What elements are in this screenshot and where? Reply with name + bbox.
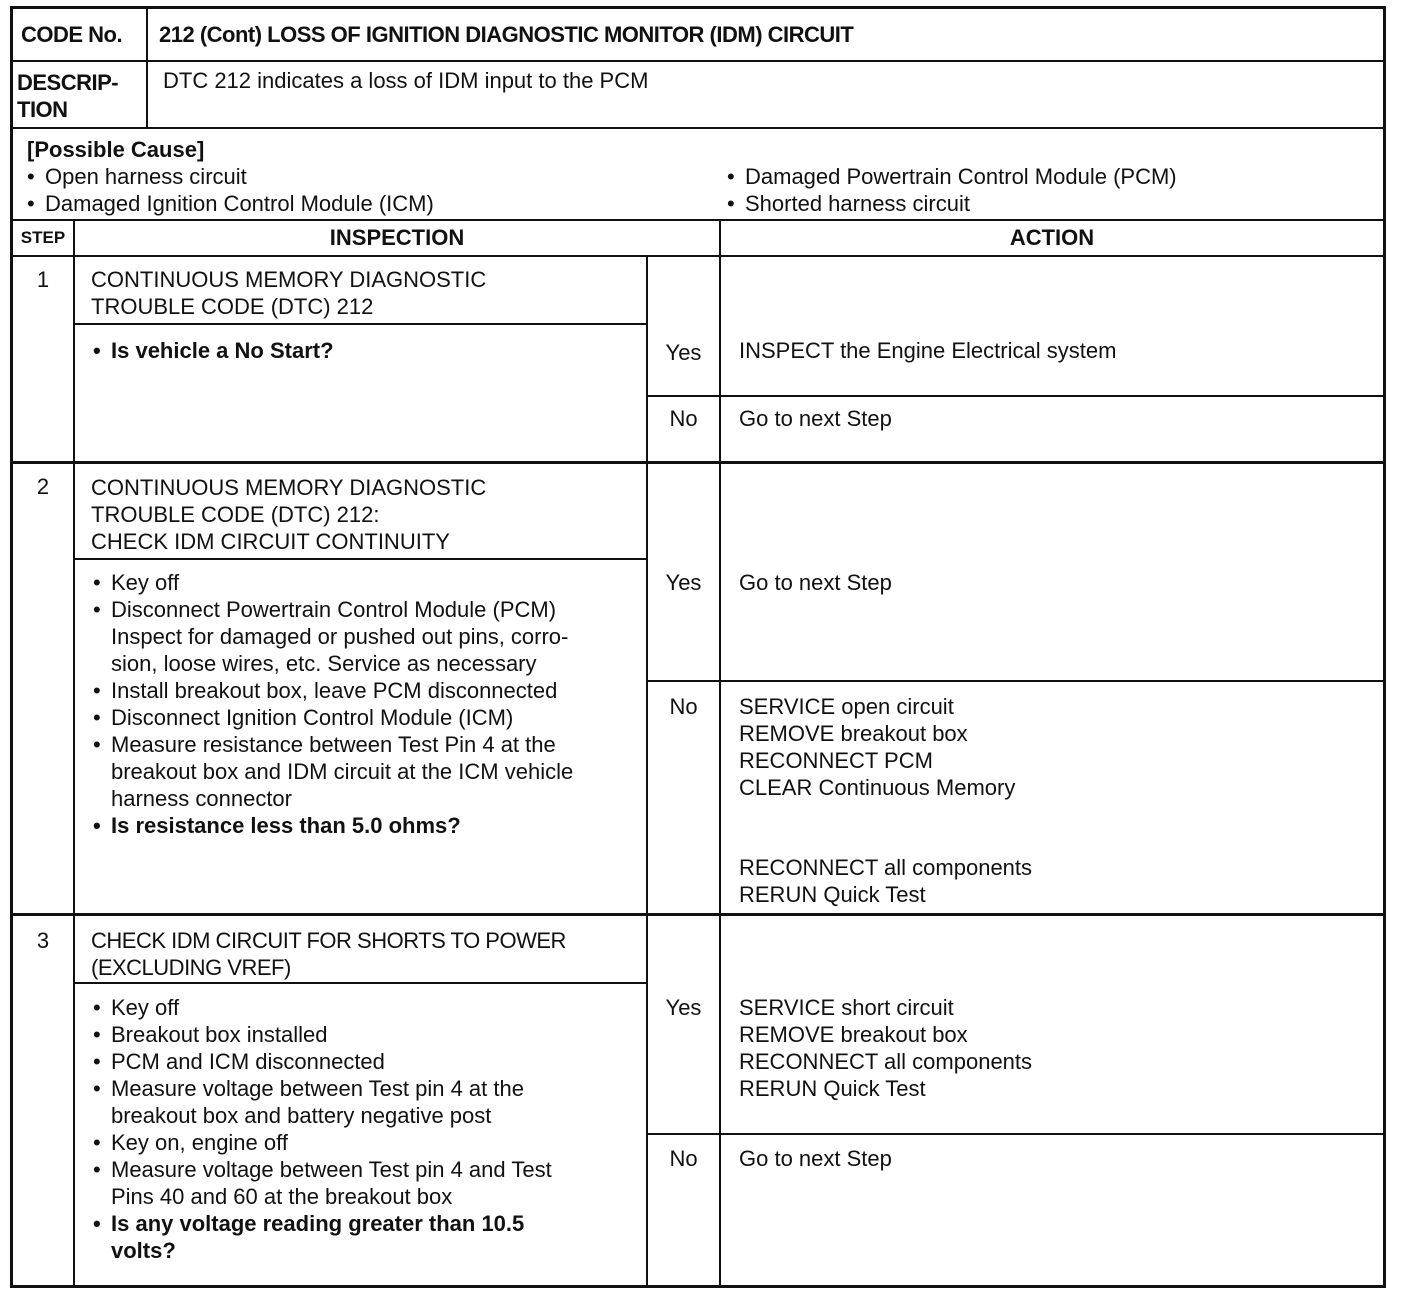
step-2-no-action-line: RERUN Quick Test bbox=[739, 882, 926, 907]
step-2-items bbox=[91, 569, 573, 839]
step-2-item-line: Inspect for damaged or pushed out pins, corro- bbox=[111, 624, 569, 649]
step-2-item-line: harness connector bbox=[111, 786, 292, 811]
step-3-number: 3 bbox=[36, 928, 50, 953]
rule-description bbox=[13, 127, 1383, 129]
step-2-item-line: • Disconnect Ignition Control Module (ICM) bbox=[111, 705, 514, 730]
step-2-item-line: sion, loose wires, etc. Service as necessary bbox=[111, 651, 537, 676]
step-3-item bbox=[91, 994, 552, 1021]
column-header-step: STEP bbox=[20, 228, 66, 247]
step-1-yes-label: Yes bbox=[665, 340, 702, 365]
step-1-items bbox=[91, 337, 334, 364]
step-2-title-line: CHECK IDM CIRCUIT CONTINUITY bbox=[91, 529, 450, 554]
step-2-item bbox=[91, 569, 573, 596]
step-3-item bbox=[91, 1156, 552, 1210]
step-1-question: • Is vehicle a No Start? bbox=[91, 337, 334, 364]
step-1-title bbox=[91, 266, 486, 320]
step-2-yes-action bbox=[739, 569, 892, 596]
step-2-no-action bbox=[739, 693, 1015, 801]
step-3-yes-action-line: SERVICE short circuit bbox=[739, 995, 954, 1020]
possible-cause-item: • Shorted harness circuit bbox=[725, 190, 1177, 217]
possible-cause-heading: [Possible Cause] bbox=[27, 137, 205, 162]
description-label-line-2: TION bbox=[17, 97, 68, 122]
step-2-yes-label: Yes bbox=[665, 570, 702, 595]
code-title: 212 (Cont) LOSS OF IGNITION DIAGNOSTIC MONITOR (IDM) CIRCUIT bbox=[159, 22, 854, 47]
description-text: DTC 212 indicates a loss of IDM input to the PCM bbox=[163, 68, 649, 93]
column-header-inspection: INSPECTION bbox=[329, 225, 465, 250]
rule-header bbox=[13, 60, 1383, 62]
possible-cause-item: • Open harness circuit bbox=[25, 163, 434, 190]
rule-step-1-title bbox=[73, 323, 646, 325]
step-3-title-line: (EXCLUDING VREF) bbox=[91, 955, 291, 980]
possible-cause-item: • Damaged Powertrain Control Module (PCM) bbox=[725, 163, 1177, 190]
step-2-item-line: • Install breakout box, leave PCM disconnected bbox=[111, 678, 558, 703]
step-3-item-line: Pins 40 and 60 at the breakout box bbox=[111, 1184, 453, 1209]
rule-step-3-title bbox=[73, 982, 646, 984]
step-2-title-line: CONTINUOUS MEMORY DIAGNOSTIC bbox=[91, 475, 487, 500]
step-3-item-line: • PCM and ICM disconnected bbox=[111, 1049, 385, 1074]
step-1-no-action-line: Go to next Step bbox=[739, 406, 892, 431]
code-number-label: CODE No. bbox=[21, 22, 123, 47]
step-1-yes-action bbox=[739, 337, 1116, 364]
step-2-no-action-line: SERVICE open circuit bbox=[739, 694, 954, 719]
column-header-action: ACTION bbox=[1009, 225, 1095, 250]
possible-cause-item: • Damaged Ignition Control Module (ICM) bbox=[25, 190, 434, 217]
step-3-question-line: • Is any voltage reading greater than 10.5 bbox=[111, 1211, 525, 1236]
step-2-no-action-line: RECONNECT all components bbox=[739, 855, 1033, 880]
step-3-title-line: CHECK IDM CIRCUIT FOR SHORTS TO POWER bbox=[91, 928, 566, 953]
step-3-yes-action-line: REMOVE breakout box bbox=[739, 1022, 968, 1047]
step-3-question bbox=[91, 1210, 552, 1264]
rule-step-2-yes-no bbox=[646, 680, 1383, 682]
step-1-number: 1 bbox=[36, 267, 50, 292]
step-2-item bbox=[91, 596, 573, 677]
step-2-item bbox=[91, 677, 573, 704]
step-3-item-line: • Key on, engine off bbox=[111, 1130, 288, 1155]
step-1-title-line: TROUBLE CODE (DTC) 212 bbox=[91, 294, 374, 319]
rule-column-headers bbox=[13, 255, 1383, 257]
diagnostic-table bbox=[10, 6, 1386, 1288]
step-2-item-line: • Disconnect Powertrain Control Module (PCM) bbox=[111, 597, 557, 622]
description-label-line-1: DESCRIP- bbox=[17, 70, 119, 95]
step-3-yes-action-line: RECONNECT all components bbox=[739, 1049, 1033, 1074]
rule-step-2-end bbox=[13, 913, 1383, 916]
step-3-item-line: • Measure voltage between Test pin 4 at the bbox=[111, 1076, 524, 1101]
rule-possible-cause bbox=[13, 219, 1383, 221]
step-3-no-label: No bbox=[669, 1146, 698, 1171]
rule-action-column bbox=[719, 219, 721, 1285]
step-3-yes-action bbox=[739, 994, 1032, 1102]
step-3-item bbox=[91, 1048, 552, 1075]
possible-cause-list-right bbox=[725, 163, 1177, 217]
step-2-no-action-line: CLEAR Continuous Memory bbox=[739, 775, 1016, 800]
step-3-item bbox=[91, 1021, 552, 1048]
step-2-question-line: • Is resistance less than 5.0 ohms? bbox=[111, 813, 461, 838]
rule-step-1-end bbox=[13, 461, 1383, 464]
rule-label-column bbox=[146, 9, 148, 127]
step-2-no-action-extra bbox=[739, 854, 1032, 908]
rule-step-column bbox=[73, 219, 75, 1285]
step-2-item bbox=[91, 731, 573, 812]
step-2-title-line: TROUBLE CODE (DTC) 212: bbox=[91, 502, 380, 527]
step-2-no-action-line: REMOVE breakout box bbox=[739, 721, 968, 746]
step-2-item bbox=[91, 704, 573, 731]
step-2-number: 2 bbox=[36, 474, 50, 499]
step-3-item-line: breakout box and battery negative post bbox=[111, 1103, 492, 1128]
step-3-items bbox=[91, 994, 552, 1264]
step-1-title-line: CONTINUOUS MEMORY DIAGNOSTIC bbox=[91, 267, 487, 292]
step-1-yes-action-line: INSPECT the Engine Electrical system bbox=[739, 338, 1117, 363]
step-2-title bbox=[91, 474, 486, 555]
step-3-no-action bbox=[739, 1145, 892, 1172]
rule-step-1-yes-no bbox=[646, 395, 1383, 397]
step-3-item-line: • Breakout box installed bbox=[111, 1022, 328, 1047]
step-2-item-line: • Measure resistance between Test Pin 4 at the bbox=[111, 732, 556, 757]
step-2-no-action-line: RECONNECT PCM bbox=[739, 748, 933, 773]
possible-cause-list-left bbox=[25, 163, 434, 217]
step-2-question bbox=[91, 812, 573, 839]
step-3-item bbox=[91, 1129, 552, 1156]
rule-step-3-yes-no bbox=[646, 1133, 1383, 1135]
step-3-title bbox=[91, 927, 566, 981]
rule-step-2-title bbox=[73, 558, 646, 560]
step-3-item-line: • Key off bbox=[111, 995, 180, 1020]
step-3-item bbox=[91, 1075, 552, 1129]
step-1-no-action bbox=[739, 405, 892, 432]
step-3-no-action-line: Go to next Step bbox=[739, 1146, 892, 1171]
step-1-no-label: No bbox=[669, 406, 698, 431]
step-3-yes-action-line: RERUN Quick Test bbox=[739, 1076, 926, 1101]
step-2-no-label: No bbox=[669, 694, 698, 719]
step-2-yes-action-line: Go to next Step bbox=[739, 570, 892, 595]
step-2-item-line: breakout box and IDM circuit at the ICM vehicle bbox=[111, 759, 574, 784]
description-label bbox=[17, 69, 118, 123]
step-2-item-line: • Key off bbox=[111, 570, 180, 595]
step-3-yes-label: Yes bbox=[665, 995, 702, 1020]
step-3-question-line: volts? bbox=[111, 1238, 176, 1263]
step-3-item-line: • Measure voltage between Test pin 4 and Test bbox=[111, 1157, 552, 1182]
